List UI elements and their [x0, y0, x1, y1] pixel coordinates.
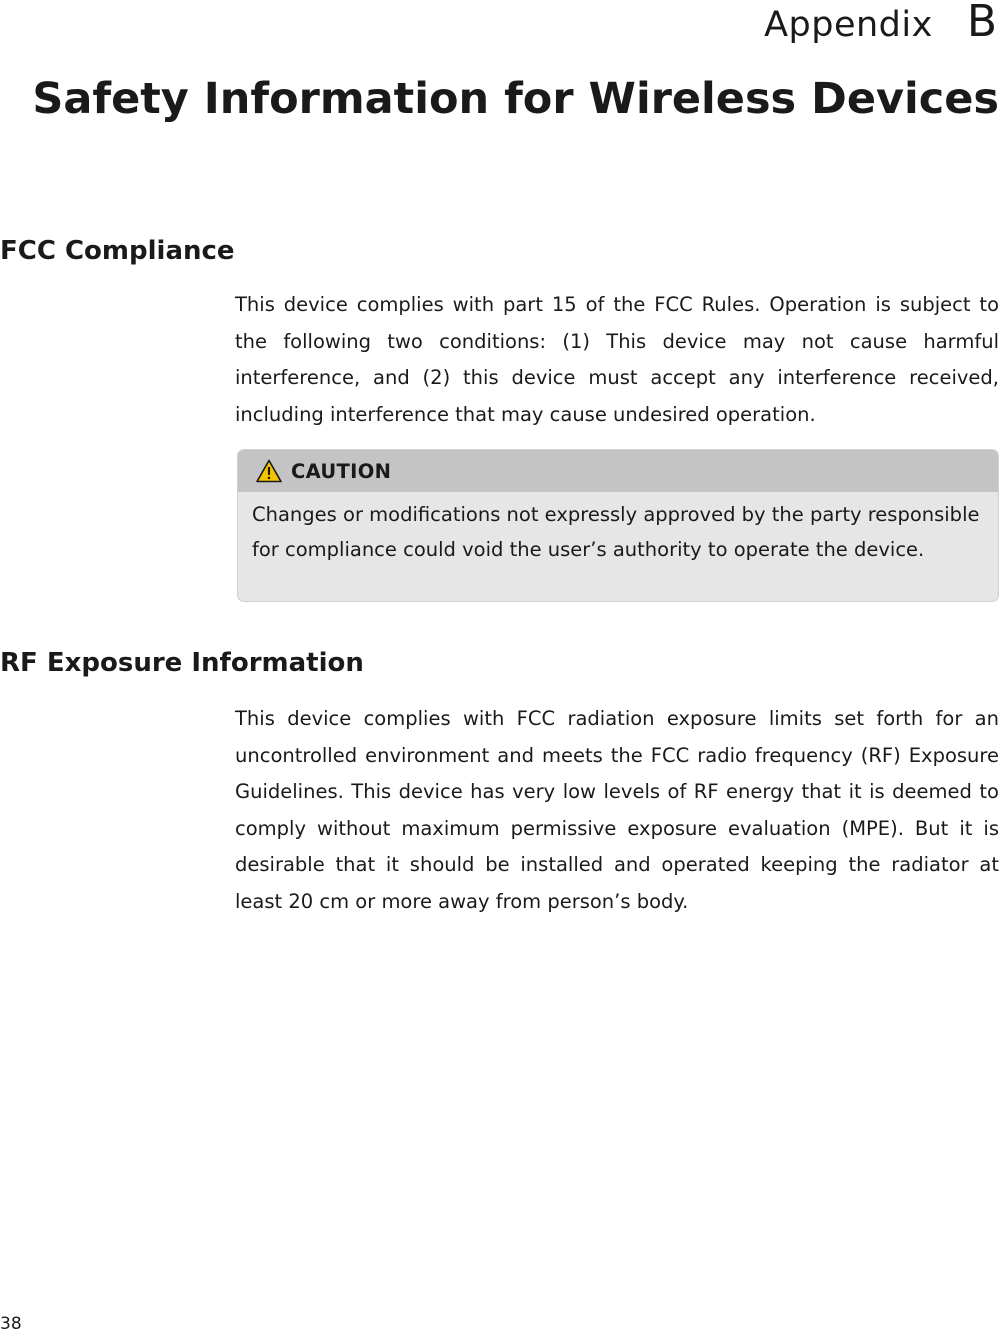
fcc-compliance-paragraph: This device complies with part 15 of the FCC Rules. Operation is subject to the following two conditions: (1) This device may not cause harmful interference, and (2) this device must accept any interference received, including interference that may cause undesired operation.	[235, 293, 999, 426]
page-number: 38	[0, 1314, 22, 1334]
caution-box	[237, 449, 999, 602]
page-title: Safety Information for Wireless Devices	[32, 74, 999, 124]
appendix-label	[764, 0, 997, 47]
appendix-word: Appendix	[764, 5, 933, 45]
rf-exposure-paragraph: This device complies with FCC radiation exposure limits set forth for an uncontrolled environment and meets the FCC radio frequency (RF) Exposure Guidelines. This device has very low levels of RF energy that it is deemed to comply without maximum permissive exposure evaluation (MPE). But it is desirable that it should be installed and operated keeping the radiator at least 20 cm or more away from person’s body.	[235, 707, 999, 913]
fcc-compliance-heading: FCC Compliance	[0, 236, 235, 266]
rf-exposure-heading: RF Exposure Information	[0, 648, 364, 678]
warning-triangle-icon	[256, 459, 282, 483]
appendix-letter: B	[966, 0, 997, 47]
caution-header	[238, 450, 998, 492]
caution-text: Changes or modifications not expressly approved by the party responsible for compliance could void the user’s authority to operate the device.	[252, 503, 980, 561]
caution-label: CAUTION	[291, 459, 392, 483]
